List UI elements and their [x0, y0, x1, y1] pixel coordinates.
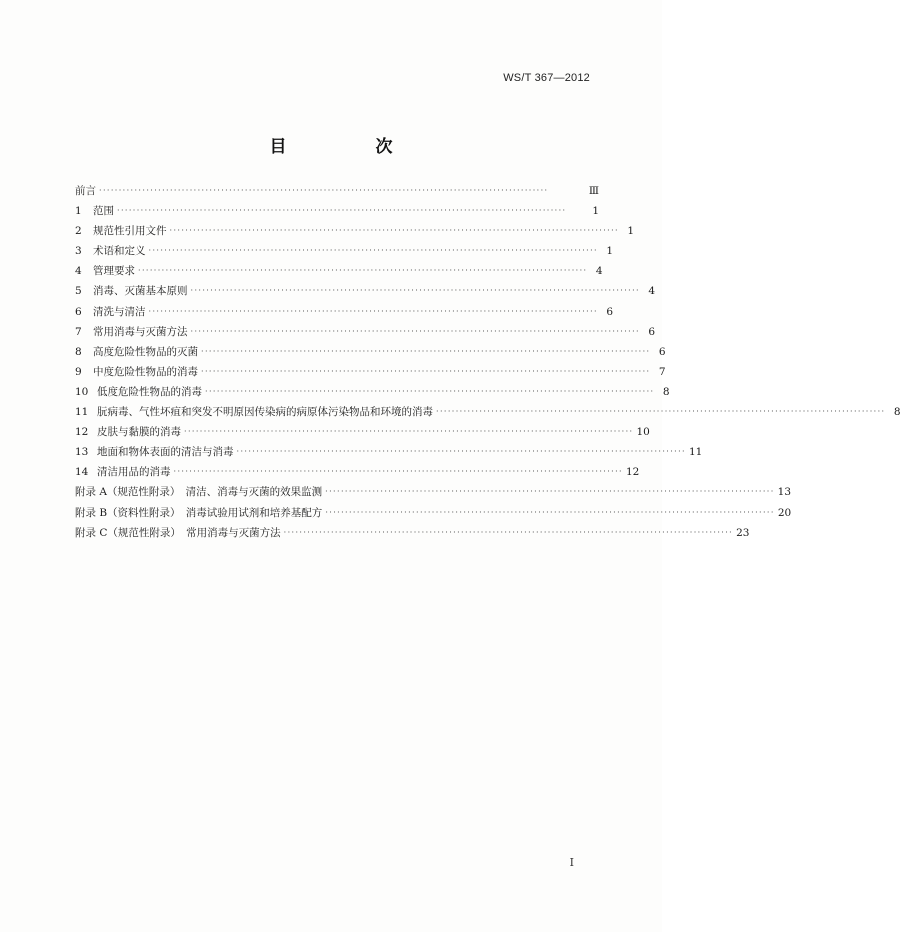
toc-leader-dots: ··················································································································	[148, 306, 598, 316]
toc-entry-10[interactable]	[75, 382, 670, 402]
toc-entry-11[interactable]	[75, 402, 901, 422]
toc-page-number: 1	[627, 225, 634, 238]
toc-page-number: 6	[658, 345, 666, 358]
toc-label: 前言	[75, 185, 96, 197]
toc-page-number: 20	[777, 506, 792, 519]
toc-page-number: 11	[689, 446, 703, 459]
toc-leader-dots: ··················································································································	[190, 326, 640, 336]
toc-section-number: 11	[75, 406, 89, 419]
toc-page-number: 12	[626, 466, 640, 479]
toc-page-number: 10	[636, 426, 650, 439]
toc-section-number: 14	[75, 466, 89, 479]
toc-page-number: 4	[648, 285, 655, 298]
toc-label: 地面和物体表面的清洁与消毒	[97, 446, 234, 459]
toc-entry-5[interactable]	[75, 281, 655, 301]
toc-leader-dots: ··················································································································	[205, 386, 655, 396]
toc-section-number: 7	[75, 325, 82, 338]
toc-label: 朊病毒、气性坏疽和突发不明原因传染病的病原体污染物品和环境的消毒	[97, 406, 433, 419]
toc-label: 管理要求	[93, 265, 135, 278]
toc-label: 高度危险性物品的灭菌	[93, 345, 198, 358]
toc-leader-dots: ··················································································································	[325, 507, 775, 517]
toc-leader-dots: ··················································································································	[190, 286, 640, 296]
toc-leader-dots: ··················································································································	[325, 487, 775, 497]
toc-label: 附录 B（资料性附录） 消毒试验用试剂和培养基配方	[75, 506, 323, 519]
toc-section-number: 2	[75, 225, 82, 238]
table-of-contents	[75, 181, 901, 543]
toc-entry-4[interactable]	[75, 261, 603, 281]
toc-section-number: 1	[75, 205, 82, 218]
toc-leader-dots: ··················································································································	[138, 266, 588, 276]
toc-leader-dots: ··················································································································	[436, 407, 886, 417]
toc-page-number: 8	[662, 385, 670, 398]
toc-leader-dots: ··················································································································	[169, 226, 619, 236]
toc-entry-appendix-b[interactable]	[75, 503, 792, 523]
toc-label: 清洗与清洁	[93, 305, 146, 318]
toc-entry-foreword[interactable]	[75, 181, 599, 201]
toc-entry-3[interactable]	[75, 241, 613, 261]
toc-entry-1[interactable]	[75, 201, 599, 221]
toc-leader-dots: ··················································································································	[283, 527, 734, 537]
toc-section-number: 8	[75, 345, 82, 358]
toc-page-number: 1	[592, 205, 599, 218]
toc-section-number: 13	[75, 446, 89, 459]
toc-label: 清洁用品的消毒	[97, 466, 171, 479]
toc-section-number: 12	[75, 426, 89, 439]
toc-label: 范围	[93, 205, 114, 218]
toc-label: 附录 C（规范性附录） 常用消毒与灭菌方法	[75, 526, 281, 539]
toc-entry-7[interactable]	[75, 322, 655, 342]
standard-code: WS/T 367—2012	[503, 72, 590, 84]
toc-entry-14[interactable]	[75, 462, 640, 482]
toc-leader-dots: ··················································································································	[201, 346, 651, 356]
toc-entry-appendix-c[interactable]	[75, 523, 750, 543]
toc-section-number: 6	[75, 305, 82, 318]
toc-section-number: 3	[75, 245, 82, 258]
toc-leader-dots: ··················································································································	[117, 206, 567, 216]
toc-entry-12[interactable]	[75, 422, 650, 442]
toc-label: 皮肤与黏膜的消毒	[97, 426, 181, 439]
toc-entry-13[interactable]	[75, 442, 703, 462]
page-title: 目 次	[269, 137, 429, 157]
toc-page-number: 1	[606, 245, 613, 258]
toc-entry-8[interactable]	[75, 342, 666, 362]
toc-page-number: 4	[595, 265, 603, 278]
toc-entry-appendix-a[interactable]	[75, 482, 792, 502]
toc-page-number: 6	[648, 325, 655, 338]
toc-label: 低度危险性物品的消毒	[97, 385, 202, 398]
toc-section-number: 9	[75, 365, 82, 378]
toc-leader-dots: ··················································································································	[148, 246, 598, 256]
toc-label: 中度危险性物品的消毒	[93, 365, 198, 378]
toc-page-number: 6	[606, 305, 613, 318]
toc-label: 术语和定义	[93, 245, 146, 258]
toc-entry-9[interactable]	[75, 362, 666, 382]
toc-leader-dots: ··················································································································	[201, 366, 651, 376]
toc-section-number: 10	[75, 385, 89, 398]
footer-page-number: Ⅰ	[569, 856, 574, 869]
toc-page-number: 13	[777, 486, 792, 499]
toc-section-number: 5	[75, 285, 82, 298]
toc-page-number: 23	[736, 526, 750, 539]
toc-entry-2[interactable]	[75, 221, 634, 241]
toc-page-number: Ⅲ	[588, 185, 599, 197]
toc-entry-6[interactable]	[75, 302, 613, 322]
toc-label: 常用消毒与灭菌方法	[93, 325, 188, 338]
toc-label: 消毒、灭菌基本原则	[93, 285, 188, 298]
toc-label: 规范性引用文件	[93, 225, 167, 238]
toc-label: 附录 A（规范性附录） 清洁、消毒与灭菌的效果监测	[75, 486, 323, 499]
toc-leader-dots: ··················································································································	[184, 427, 634, 437]
toc-page-number: 8	[893, 406, 901, 419]
toc-leader-dots: ··················································································································	[173, 467, 623, 477]
toc-leader-dots: ··················································································································	[99, 186, 549, 195]
toc-section-number: 4	[75, 265, 82, 278]
toc-page-number: 7	[658, 365, 666, 378]
toc-leader-dots: ··················································································································	[236, 447, 686, 457]
